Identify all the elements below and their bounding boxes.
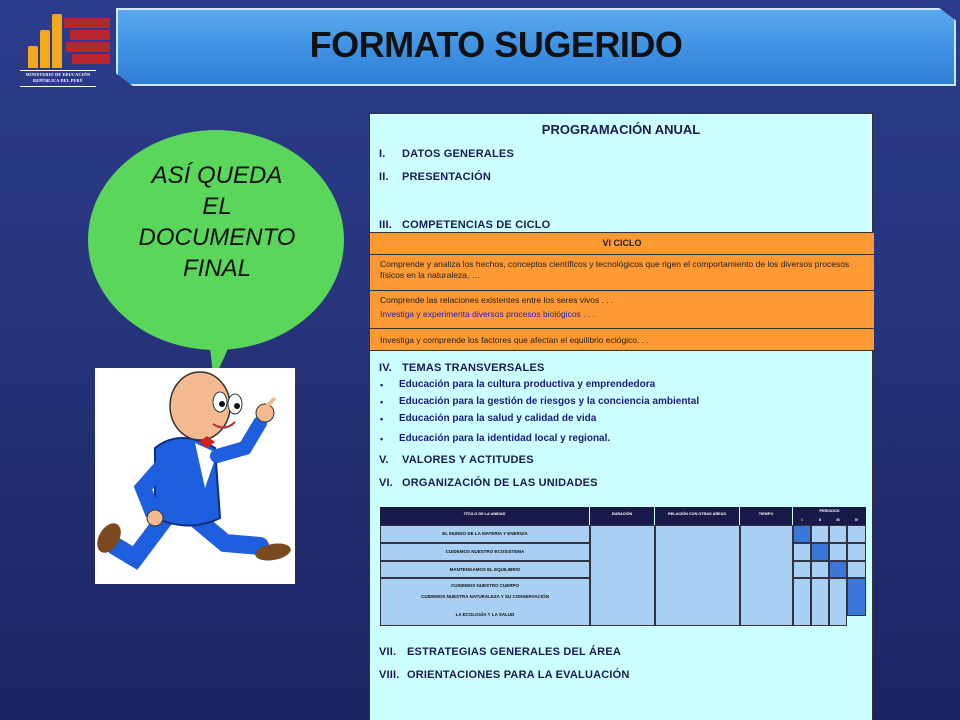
competency-text: Comprende las relaciones existentes entre los seres vivos . . . — [380, 295, 614, 305]
period-label: IV — [854, 518, 859, 522]
running-man-icon — [95, 368, 295, 584]
period-label: I — [801, 518, 803, 522]
table-header — [380, 507, 589, 525]
bubble-line: EL — [202, 193, 232, 220]
period-header — [811, 516, 829, 525]
period-cell — [811, 578, 829, 626]
unit-title: CUIDEMOS NUESTRA NATURALEZA Y SU CONSERVACIÓN — [421, 594, 549, 599]
time-column — [740, 525, 793, 626]
section-number: VII. — [379, 646, 397, 658]
unit-title: LA ECOLOGÍA Y LA SALUD — [455, 612, 515, 617]
competency-text: Investiga y experimenta diversos procesos biológicos . . . — [380, 309, 595, 319]
logo-bars-icon — [28, 14, 110, 68]
bubble-line: DOCUMENTO — [138, 224, 296, 251]
header-text: PERIODOS — [819, 509, 840, 513]
ministry-logo — [8, 10, 108, 90]
section-number: III. — [379, 219, 393, 231]
period-cell — [811, 525, 829, 543]
section-number: V. — [379, 454, 389, 466]
section-label: VALORES Y ACTITUDES — [402, 454, 534, 466]
section-number: IV. — [379, 362, 393, 374]
section-label: ORIENTACIONES PARA LA EVALUACIÓN — [407, 669, 630, 681]
section-label: DATOS GENERALES — [402, 148, 514, 160]
table-row — [380, 543, 590, 561]
period-cell — [793, 543, 811, 561]
bubble-text — [110, 160, 324, 284]
section-estrategias — [379, 646, 621, 658]
section-label: COMPETENCIAS DE CICLO — [402, 219, 551, 231]
transversal-list — [380, 379, 699, 450]
table-row — [380, 525, 590, 543]
list-item: • Educación para la identidad local y regional. — [380, 433, 699, 450]
period-header — [829, 516, 847, 525]
section-number: VIII. — [379, 669, 400, 681]
unit-title: CUIDEMOS NUESTRO CUERPO — [450, 583, 519, 588]
unit-title: EL MUNDO DE LA MATERIA Y ENERGÍA — [442, 531, 528, 536]
units-table — [380, 507, 866, 626]
section-temas-transversales — [379, 362, 545, 374]
period-cell-active — [793, 525, 811, 543]
period-cell-active — [847, 578, 866, 616]
list-item: • Educación para la salud y calidad de vida — [380, 413, 699, 430]
section-number: II. — [379, 171, 389, 183]
period-cell — [829, 525, 847, 543]
header-text: TÍTULO DE LA UNIDAD — [463, 512, 506, 516]
header-text: DURACIÓN — [611, 512, 633, 516]
period-cell — [847, 543, 866, 561]
competency-row — [370, 328, 874, 351]
header-text: TIEMPO — [758, 512, 774, 516]
table-header — [793, 507, 866, 516]
period-cell-active — [811, 543, 829, 561]
logo-line1: MINISTERIO DE EDUCACIÓN — [25, 72, 91, 77]
section-label: ORGANIZACIÓN DE LAS UNIDADES — [402, 477, 598, 489]
period-cell — [829, 543, 847, 561]
list-item: • Educación para la gestión de riesgos y la conciencia ambiental — [380, 396, 699, 413]
table-row — [380, 578, 590, 626]
header-text: RELACIÓN CON OTRAS ÁREAS — [667, 512, 726, 516]
section-label: PRESENTACIÓN — [402, 171, 491, 183]
competency-text: Comprende y analiza los hechos, conceptos científicos y tecnológicos que rigen el comportamiento de los diversos procesos físicos en la naturaleza, … — [380, 259, 850, 280]
cycle-header: VI CICLO — [370, 232, 874, 254]
bubble-line: FINAL — [182, 255, 251, 282]
bubble-line: ASÍ QUEDA — [151, 162, 283, 189]
section-number: I. — [379, 148, 386, 160]
unit-title: MANTENGAMOS EL EQUILIBRIO — [449, 567, 521, 572]
section-label: ESTRATEGIAS GENERALES DEL ÁREA — [407, 646, 622, 658]
section-competencias — [379, 219, 550, 231]
period-label: III — [836, 518, 840, 522]
competency-row — [370, 290, 874, 328]
period-cell — [793, 561, 811, 578]
section-label: TEMAS TRANSVERSALES — [402, 362, 545, 374]
period-header — [793, 516, 811, 525]
section-presentacion — [379, 171, 491, 183]
section-datos-generales — [379, 148, 514, 160]
competency-row — [370, 254, 874, 290]
period-header — [847, 516, 866, 525]
section-organizacion — [379, 477, 598, 489]
period-cell — [847, 525, 866, 543]
section-orientaciones — [379, 669, 630, 681]
period-cell — [829, 578, 847, 626]
section-valores — [379, 454, 534, 466]
related-areas-column — [655, 525, 740, 626]
doc-title: PROGRAMACIÓN ANUAL — [541, 122, 701, 137]
competency-cell — [370, 291, 874, 324]
competency-text: Investiga y comprende los factores que afectan el equilibrio eclógico. . . — [380, 335, 649, 345]
duration-column — [590, 525, 655, 626]
unit-title: CUIDEMOS NUESTRO ECOSISTEMA — [445, 549, 525, 554]
list-item: • Educación para la cultura productiva y emprendedora — [380, 379, 699, 396]
cartoon-man-illustration — [95, 368, 295, 584]
logo-text — [8, 72, 108, 84]
period-cell — [811, 561, 829, 578]
period-cell — [847, 561, 866, 578]
table-header — [655, 507, 739, 525]
slide-title: FORMATO SUGERIDO — [309, 24, 683, 65]
table-row — [380, 561, 590, 578]
period-cell — [793, 578, 811, 626]
annual-programming-document — [369, 113, 873, 720]
logo-line2: REPÚBLICA DEL PERÚ — [33, 78, 83, 83]
table-header — [740, 507, 792, 525]
table-header — [590, 507, 654, 525]
period-label: II — [818, 518, 822, 522]
section-number: VI. — [379, 477, 394, 489]
period-cell-active — [829, 561, 847, 578]
